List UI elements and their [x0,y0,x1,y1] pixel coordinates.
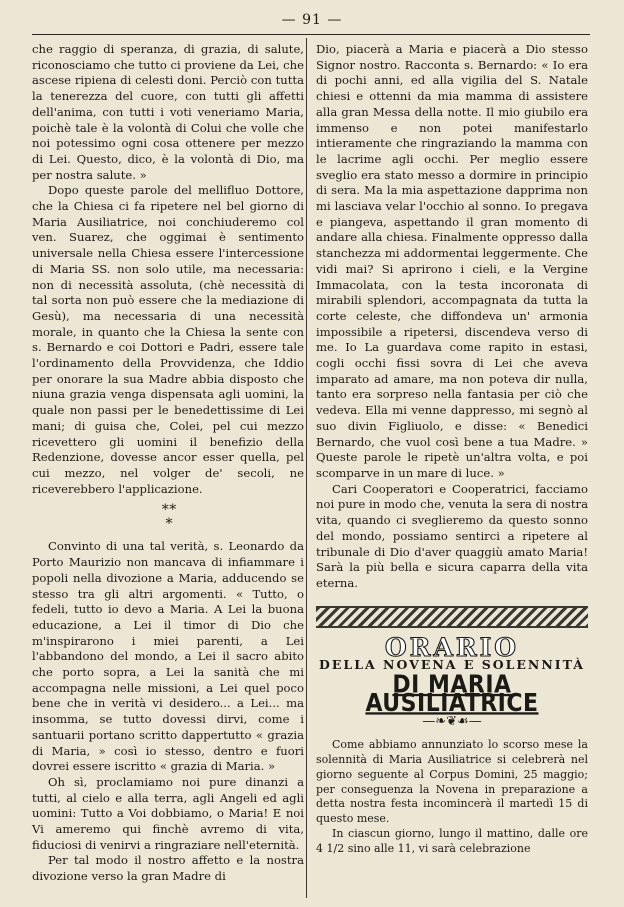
orario-subtitle: DELLA NOVENA E SOLENNITÀ [319,657,585,673]
paragraph: Per tal modo il nostro affetto e la nostra divozione verso la gran Madre di [32,853,304,884]
paragraph: Dopo queste parole del mellifluo Dottore, che la Chiesa ci fa ripetere nel bel giorno di Maria Ausiliatrice, noi conchiuderemo col ven. Suarez, che oggimai è sentimento universale nella Chiesa essere l'intercessione di Maria SS. non solo utile, ma necessaria: non di necessità assoluta, (chè necessità di tal sorta non può essere che la mediazione di Gesù), ma necessaria di una necessità morale, in quanto che la Chiesa la sente con s. Bernardo e coi Dottori e Padri, essere tale l'ordinamento della Provvidenza, che Iddio per onorare la sua Madre abbia disposto che niuna grazia venga dispensata agli uomini, la quale non passi per le benedettissime di Lei mani; di guisa che, Colei, pel cui mezzo ricevettero gli uomini il benefizio della Redenzione, dovesse ancor esser quella, pel cui mezzo, nel volger de' secoli, ne riceverebbero l'applicazione. [32,183,304,496]
ornament-band [316,606,588,628]
header-rule [32,34,590,35]
section-stars [32,503,304,531]
paragraph: In ciascun giorno, lungo il mattino, dalle ore 4 1/2 sino alle 11, vi sarà celebrazione [316,826,588,855]
right-column [316,42,588,857]
paragraph: Come abbiamo annunziato lo scorso mese la solennità di Maria Ausiliatrice si celebrerà nel giorno seguente al Corpus Domini, 25 maggio; per conseguenza la Novena in preparazione a detta nostra festa incomincerà il martedì 15 di questo mese. [316,738,588,826]
flourish-ornament: —❧❦☙— [422,714,482,730]
orario-title: ORARIO [384,632,520,662]
orario-main-heading: DI MARIA AUSILIATRICE [365,670,539,718]
asterism: * * * [161,502,175,533]
column-divider [306,38,307,898]
paragraph: che raggio di speranza, di grazia, di salute, riconosciamo che tutto ci proviene da Lei, che ascese ripiena di celesti doni. Perciò con tutta la tenerezza del cuore, con tutti gli affetti dell'anima, con tutti i voti veneriamo Maria, poichè tale è la volontà di Colui che volle che noi potessimo ogni cosa ottenere per mezzo di Lei. Questo, dico, è la volontà di Dio, ma per nostra salute. » [32,42,304,182]
left-column [32,42,304,885]
paragraph: Convinto di una tal verità, s. Leonardo da Porto Maurizio non mancava di infiammare i popoli nella divozione a Maria, adducendo se stesso tra gli altri argomenti. « Tutto, o fedeli, tutto io devo a Maria. A Lei la buona educazione, a Lei il timor di Dio che m'inspirarono i miei parenti, a Lei l'abbandono del mondo, a Lei il sacro abito che porto sopra, a Lei la sanità che mi accompagna nelle missioni, a Lei quel poco bene che in verità vi desidero... a Lei... ma insomma, se tutto dovessi dirvi, come i santuarii portano scritto dappertutto « grazia di Maria, » così io stesso, dentro e fuori dovrei essere iscritto « grazia di Maria. » [32,539,304,774]
paragraph: Dio, piacerà a Maria e piacerà a Dio stesso Signor nostro. Racconta s. Bernardo: « Io era di pochi anni, ed alla vigilia del S. Natale chiesi e ottenni da mia mamma di assistere alla gran Messa della notte. Il mio giubilo era immenso e non potei manifestarlo intieramente che ringraziando la mamma con le lacrime agli occhi. Per meglio essere sveglio era stato messo a dormire in principio di sera. Ma la mia aspettazione dapprima non mi lasciava velar l'occhio al sonno. Io pregava e piangeva, aspettando il gran momento di andare alla chiesa. Finalmente oppresso dalla stanchezza mi addormentai leggermente. Che vidi mai? Si aprirono i cieli, e la Vergine Immacolata, con la testa incoronata di mirabili splendori, accompagnata da tutta la corte celeste, che diffondeva un' armonia impossibile a ripetersi, discendeva verso di me. Io La guardava come rapito in estasi, cogli occhi fissi sovra di Lei che aveva imparato ad amare, ma non poteva dir nulla, tanto era sorpreso nella fantasia per ciò che vedeva. Ella mi venne dappresso, mi segnò al suo divin Figliuolo, e disse: « Benedici Bernardo, che vuol così bene a tua Madre. » Queste parole le ripetè un'altra volta, e poi scomparve in un mare di luce. » [316,42,588,480]
paragraph: Oh sì, proclamiamo noi pure dinanzi a tutti, al cielo e alla terra, agli Angeli ed agli uomini: Tutto a Voi dobbiamo, o Maria! E noi Vi ameremo qui finchè avremo di vita, fiduciosi di venirvi a ringraziare nell'eternità. [32,774,304,852]
page-number: — 91 — [281,12,343,28]
paragraph: Cari Cooperatori e Cooperatrici, facciamo noi pure in modo che, venuta la sera di nostra vita, quando ci sveglieremo da questo sonno del mondo, possiamo sentirci a ripetere al tribunale di Dio d'aver quaggiù amato Maria! Sarà la più bella e sicura caparra della vita eterna. [316,481,588,590]
